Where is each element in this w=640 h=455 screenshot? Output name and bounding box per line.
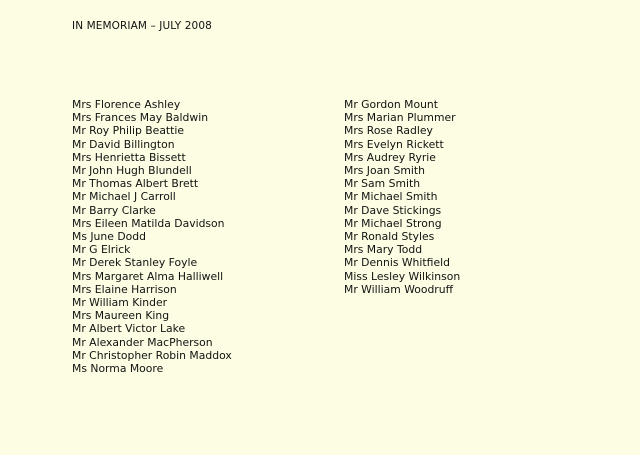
- name-entry: Mrs Eileen Matilda Davidson: [72, 216, 225, 230]
- name-entry: Mr Christopher Robin Maddox: [72, 348, 232, 362]
- name-entry: Mr Barry Clarke: [72, 203, 156, 217]
- name-entry: Mrs Joan Smith: [344, 164, 425, 178]
- name-entry: Mrs Mary Todd: [344, 243, 423, 257]
- name-entry: Mr John Hugh Blundell: [72, 164, 192, 178]
- name-entry: Mr Sam Smith: [344, 177, 421, 191]
- name-entry: Mr Dave Stickings: [344, 203, 442, 217]
- name-entry: Mrs Frances May Baldwin: [72, 111, 209, 125]
- name-entry: Mrs Evelyn Rickett: [344, 137, 444, 151]
- names-column-left: [72, 98, 232, 375]
- name-entry: Mrs Henrietta Bissett: [72, 150, 186, 164]
- name-entry: Mr Gordon Mount: [344, 98, 438, 111]
- name-entry: Mrs Rose Radley: [344, 124, 433, 138]
- name-entry: Mrs Marian Plummer: [344, 111, 456, 125]
- name-entry: Ms Norma Moore: [72, 362, 164, 376]
- name-entry: Mr William Kinder: [72, 296, 168, 310]
- name-entry: Mr Dennis Whitfield: [344, 256, 450, 270]
- name-entry: Mr Michael J Carroll: [72, 190, 176, 204]
- name-entry: Mr David Billington: [72, 137, 175, 151]
- name-entry: Mr Michael Strong: [344, 216, 442, 230]
- name-entry: Mrs Audrey Ryrie: [344, 150, 436, 164]
- name-entry: Mrs Margaret Alma Halliwell: [72, 269, 224, 283]
- name-entry: Ms June Dodd: [72, 230, 146, 244]
- names-column-right: [344, 98, 460, 296]
- name-entry: Mr Alexander MacPherson: [72, 335, 213, 349]
- name-entry: Mrs Florence Ashley: [72, 98, 181, 111]
- name-entry: Mrs Maureen King: [72, 309, 170, 323]
- name-entry: Mr Thomas Albert Brett: [72, 177, 199, 191]
- name-entry: Mr Ronald Styles: [344, 230, 435, 244]
- name-entry: Mr Derek Stanley Foyle: [72, 256, 198, 270]
- name-entry: Mr G Elrick: [72, 243, 131, 257]
- name-entry: Mrs Elaine Harrison: [72, 282, 177, 296]
- page-heading: IN MEMORIAM – JULY 2008: [72, 20, 212, 32]
- name-entry: Mr Michael Smith: [344, 190, 438, 204]
- name-entry: Mr William Woodruff: [344, 282, 454, 296]
- name-entry: Miss Lesley Wilkinson: [344, 269, 461, 283]
- name-entry: Mr Albert Victor Lake: [72, 322, 186, 336]
- name-entry: Mr Roy Philip Beattie: [72, 124, 185, 138]
